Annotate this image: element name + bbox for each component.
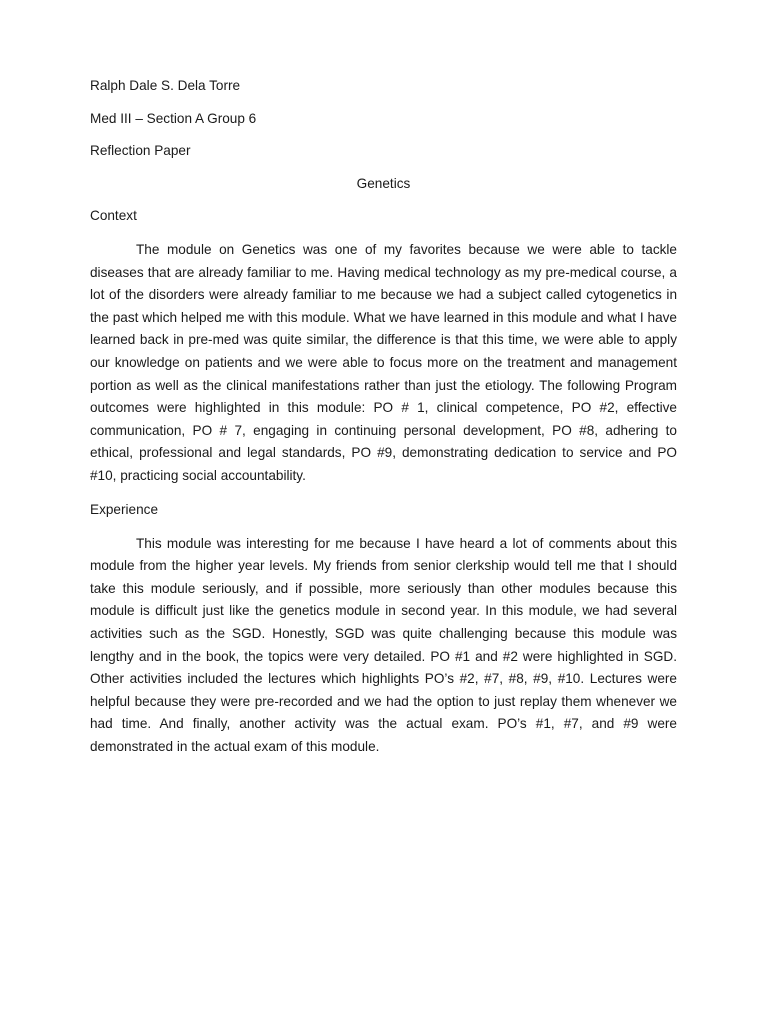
section-heading-context: Context (90, 208, 137, 224)
course-section: Med III – Section A Group 6 (90, 110, 257, 126)
context-paragraph: The module on Genetics was one of my favorites because we were able to tackle diseases that are already familiar to me. Having medical technology as my pre-medical course, a lot of the disorders were already familiar to me because we had a subject called cytogenetics in the past which helped me with this module. What we have learned in this module and what I have learned back in pre-med was quite similar, the difference is that this time, we were able to apply our knowledge on patients and we were able to focus more on the treatment and management portion as well as the clinical manifestations rather than just the etiology. The following Program outcomes were highlighted in this module: PO # 1, clinical competence, PO #2, effective communication, PO # 7, engaging in continuing personal development, PO #8, adhering to ethical, professional and legal standards, PO #9, demonstrating dedication to service and PO #10, practicing social accountability. (90, 241, 677, 483)
document-type: Reflection Paper (90, 143, 191, 159)
section-heading-experience: Experience (90, 502, 159, 518)
document-page (90, 76, 677, 771)
experience-paragraph: This module was interesting for me because I have heard a lot of comments about this module from the higher year levels. My friends from senior clerkship would tell me that I should take this module seriously, and if possible, more seriously than other modules because this module is difficult just like the genetics module in second year. In this module, we had several activities such as the SGD. Honestly, SGD was quite challenging because this module was lengthy and in the book, the topics were very detailed. PO #1 and #2 were highlighted in SGD. Other activities included the lectures which highlights PO’s #2, #7, #8, #9, #10. Lectures were helpful because they were pre-recorded and we had the option to just replay them whenever we had time. And finally, another activity was the actual exam. PO’s #1, #7, and #9 were demonstrated in the actual exam of this module. (90, 535, 677, 755)
document-title: Genetics (356, 175, 411, 191)
author-name: Ralph Dale S. Dela Torre (90, 78, 241, 93)
